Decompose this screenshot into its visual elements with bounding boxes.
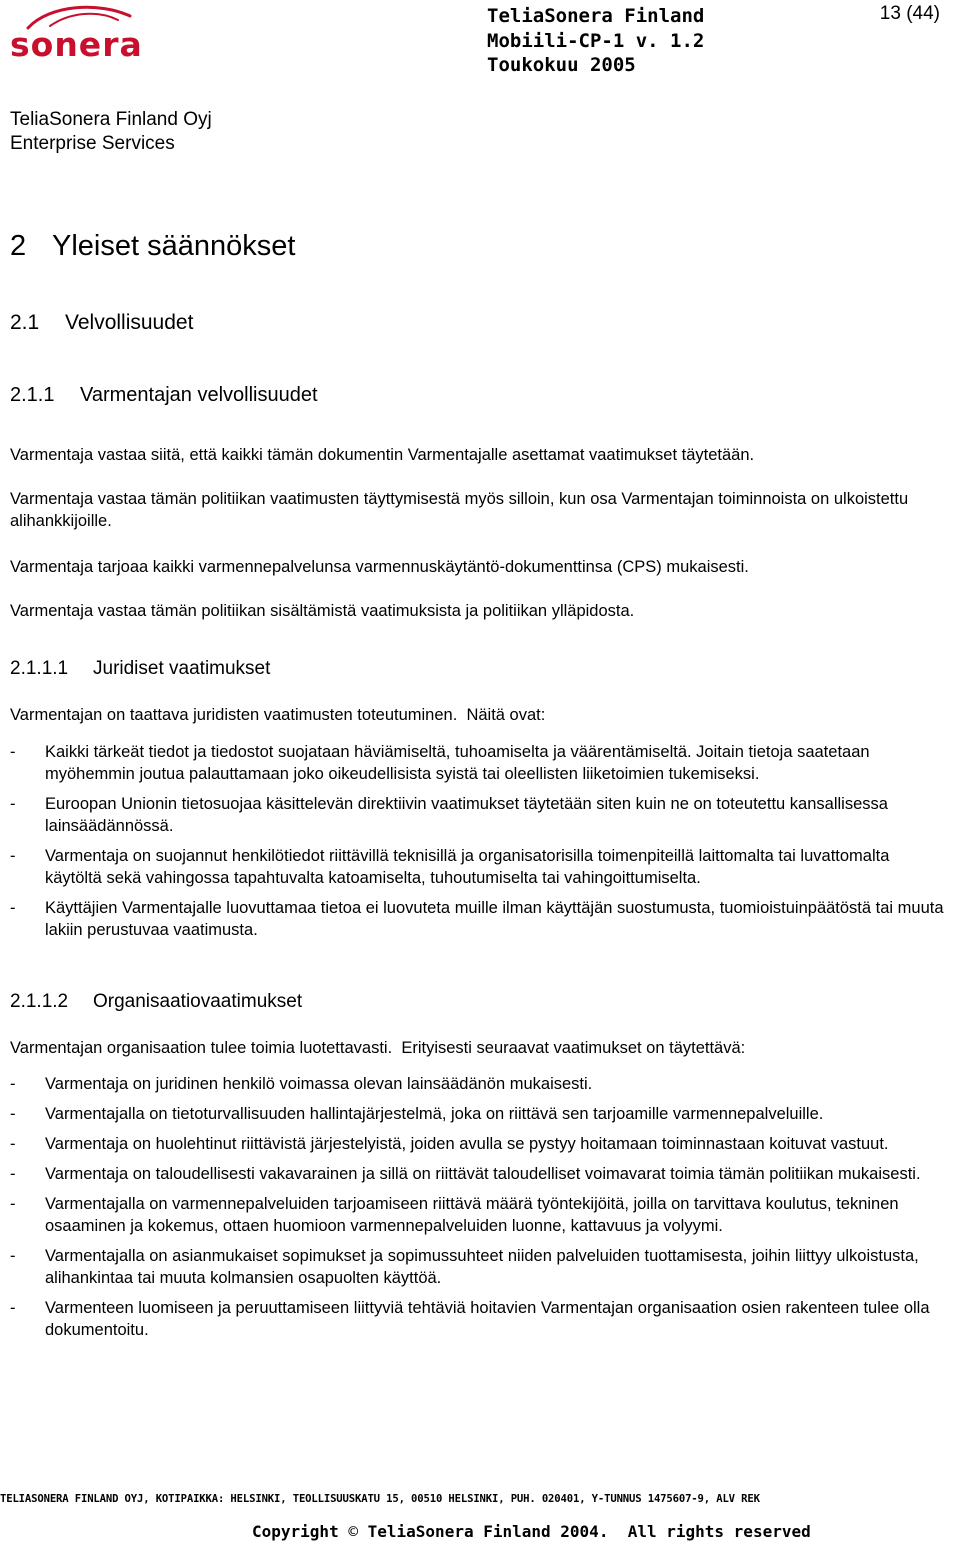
legal-list (10, 741, 945, 941)
org-intro: Varmentajan organisaation tulee toimia luotettavasti. Erityisesti seuraavat vaatimukset on täytettävä: (10, 1039, 746, 1057)
org-heading (10, 990, 302, 1014)
legal-heading (10, 657, 270, 681)
subsection-heading (10, 310, 193, 336)
org-title: Organisaatiovaatimukset (93, 991, 303, 1012)
list-item: - Varmentaja on huolehtinut riittävistä järjestelyistä, joiden avulla se pystyy hoitamaan toiminnastaan koituvat vastuut. (10, 1135, 889, 1153)
list-item: - Euroopan Unionin tietosuojaa käsittelevän direktiivin vaatimukset täytetään siten kuin ne on toteutettu kansallisessa lainsäädännössä. (10, 795, 888, 835)
list-item: - Käyttäjien Varmentajalle luovuttamaa tietoa ei luovuteta muille ilman käyttäjän suostumusta, tuomioistuinpäätöstä tai muuta lakiin perustuvaa vaatimusta. (10, 899, 944, 939)
list-item: - Varmenteen luomiseen ja peruuttamiseen liittyviä tehtäviä hoitavien Varmentajan organisaation osien rakenteen tulee olla dokumentoitu. (10, 1299, 930, 1339)
subsection-title: Velvollisuudet (65, 311, 194, 334)
subsubsection-heading (10, 383, 318, 408)
org-number: 2.1.1.2 (10, 991, 69, 1012)
paragraph: Varmentaja vastaa tämän politiikan sisältämistä vaatimuksista ja politiikan ylläpidosta. (10, 602, 635, 620)
paragraph: Varmentaja tarjoaa kaikki varmennepalvelunsa varmennuskäytäntö-dokumenttinsa (CPS) mukaisesti. (10, 558, 749, 576)
footer-copyright (252, 1521, 811, 1543)
document-meta (487, 4, 704, 78)
section-title: Yleiset säännökset (52, 230, 296, 262)
paragraph: Varmentaja vastaa tämän politiikan vaatimusten täyttymisestä myös silloin, kun osa Varmentajan toiminnoista on ulkoistettu alihankkijoille. (10, 490, 909, 530)
copyright-icon: © (348, 1522, 358, 1541)
company-block (10, 108, 212, 156)
page-number: 13 (44) (879, 3, 940, 24)
list-item: - Varmentaja on taloudellisesti vakavarainen ja sillä on riittävät taloudelliset voimavarat toimia tämän politiikan mukaisesti. (10, 1165, 921, 1183)
list-item: - Varmentajalla on varmennepalveluiden tarjoamiseen riittävä määrä työntekijöitä, joilla on tarvittava koulutus, tekninen osaaminen ja kokemus, ottaen huomioon varmennepalveluiden luonne, kattavuus ja volyymi. (10, 1195, 899, 1235)
legal-title: Juridiset vaatimukset (93, 658, 271, 679)
company-name: TeliaSonera Finland Oyj (10, 109, 212, 130)
sonera-logo (10, 2, 155, 64)
logo-wordmark: sonera (10, 25, 143, 64)
subsection-number: 2.1 (10, 311, 40, 334)
unit-name: Enterprise Services (10, 133, 175, 154)
subsubsection-title: Varmentajan velvollisuudet (80, 384, 318, 406)
legal-intro: Varmentajan on taattava juridisten vaatimusten toteutuminen. Näitä ovat: (10, 706, 546, 724)
list-item: - Varmentaja on juridinen henkilö voimassa olevan lainsäädänön mukaisesti. (10, 1075, 593, 1093)
list-item: - Varmentaja on suojannut henkilötiedot riittävillä teknisillä ja organisatorisilla toimenpiteillä laittomalta tai luvattomalta käytöltä sekä vahingossa tapahtuvalta katoamiselta, tuhoutumiselta tai vahingoittumiselta. (10, 847, 890, 887)
copyright-prefix: Copyright (252, 1522, 339, 1541)
list-item: - Varmentajalla on asianmukaiset sopimukset ja sopimussuhteet niiden palveluiden tuottamisesta, joihin liittyy ulkoistusta, alihankintaa tai muuta kolmansien osapuolten käyttöä. (10, 1247, 919, 1287)
footer-address: TELIASONERA FINLAND OYJ, KOTIPAIKKA: HELSINKI, TEOLLISUUSKATU 15, 00510 HELSINKI, PUH. 020401, Y-TUNNUS 1475607-9, ALV REK (0, 1493, 760, 1505)
doc-date: Toukokuu 2005 (487, 54, 636, 76)
list-item: - Varmentajalla on tietoturvallisuuden hallintajärjestelmä, joka on riittävä sen tarjoamille varmennepalveluille. (10, 1105, 824, 1123)
doc-company: TeliaSonera Finland (487, 5, 705, 27)
doc-title: Mobiili-CP-1 v. 1.2 (487, 29, 705, 52)
paragraph: Varmentaja vastaa siitä, että kaikki tämän dokumentin Varmentajalle asettamat vaatimukset täytetään. (10, 446, 755, 464)
section-number: 2 (10, 230, 27, 262)
org-list (10, 1073, 945, 1341)
copyright-text: TeliaSonera Finland 2004. All rights reserved (367, 1522, 811, 1541)
list-item: - Kaikki tärkeät tiedot ja tiedostot suojataan häviämiseltä, tuhoamiselta ja väärentämiseltä. Joitain tietoja saatetaan myöhemmin joutua palauttamaan joko oikeudellisista syistä tai oleellisten liiketoimien tukemiseksi. (10, 743, 870, 783)
section-heading (10, 228, 295, 264)
subsubsection-number: 2.1.1 (10, 384, 55, 406)
legal-number: 2.1.1.1 (10, 658, 69, 679)
